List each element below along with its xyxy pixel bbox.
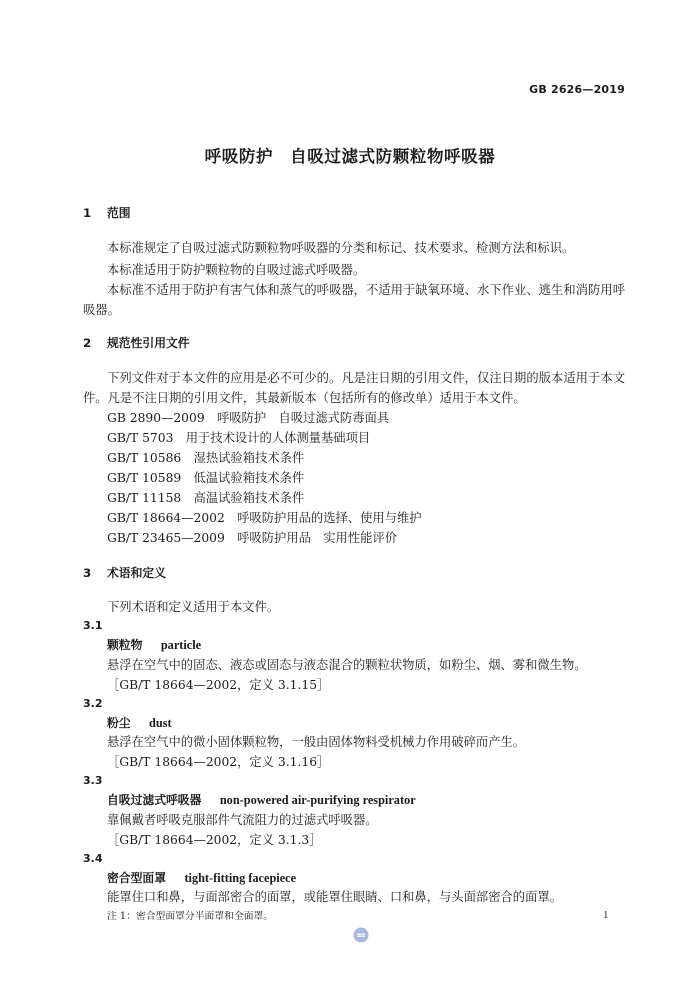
term-source: ［GB/T 18664—2002，定义 3.1.16］ — [107, 755, 330, 769]
reference-code: GB 2890—2009 — [107, 411, 205, 425]
section-2-number: 2 — [83, 336, 92, 350]
term-heading — [107, 713, 172, 733]
term-heading — [107, 790, 416, 810]
reference-code: GB/T 11158 — [107, 491, 182, 505]
term-number: 3.2 — [83, 697, 103, 710]
section-3-number: 3 — [83, 566, 92, 580]
paragraph-line: 吸器。 — [83, 303, 120, 317]
term-en: non-powered air-purifying respirator — [219, 793, 416, 807]
reference-title: 低温试验箱技术条件 — [193, 471, 305, 485]
section-3-heading: 术语和定义 — [107, 566, 166, 580]
section-1-heading: 范围 — [107, 206, 131, 220]
reference-title: 呼吸防护用品 实用性能评价 — [237, 531, 397, 545]
term-definition: 能罩住口和鼻，与面部密合的面罩，或能罩住眼睛、口和鼻，与头面部密合的面罩。 — [107, 890, 562, 904]
term-definition: 靠佩戴者呼吸克服部件气流阻力的过滤式呼吸器。 — [107, 813, 378, 827]
section-1-number: 1 — [83, 206, 92, 220]
document-title: 呼吸防护 自吸过滤式防颗粒物呼吸器 — [204, 147, 496, 166]
term-definition: 悬浮在空气中的微小固体颗粒物，一般由固体物料受机械力作用破碎而产生。 — [107, 735, 526, 749]
term-zh: 颗粒物 — [107, 638, 143, 652]
reference-item — [107, 408, 389, 428]
reference-item — [107, 468, 304, 488]
reference-title: 高温试验箱技术条件 — [193, 491, 305, 505]
reference-code: GB/T 23465—2009 — [107, 531, 225, 545]
paragraph-line: 本标准不适用于防护有害气体和蒸气的呼吸器，不适用于缺氧环境、水下作业、逃生和消防用呼 — [107, 283, 625, 297]
reference-item — [107, 428, 370, 448]
term-en: particle — [160, 638, 202, 652]
paragraph-line: 本标准适用于防护颗粒物的自吸过滤式呼吸器。 — [107, 263, 366, 277]
reference-item — [107, 488, 304, 508]
reference-title: 呼吸防护用品的选择、使用与维护 — [237, 511, 422, 525]
term-heading — [107, 868, 296, 888]
term-number: 3.3 — [83, 774, 103, 787]
section-3-intro: 下列术语和定义适用于本文件。 — [107, 600, 280, 614]
page-number: 1 — [603, 909, 609, 921]
publisher-logo-icon — [353, 927, 369, 943]
paragraph-line: 本标准规定了自吸过滤式防颗粒物呼吸器的分类和标记、技术要求、检测方法和标识。 — [107, 241, 575, 255]
reference-code: GB/T 5703 — [107, 431, 174, 445]
term-source: ［GB/T 18664—2002，定义 3.1.3］ — [107, 833, 322, 847]
reference-title: 呼吸防护 自吸过滤式防毒面具 — [216, 411, 390, 425]
paragraph-line: 件。凡是不注日期的引用文件，其最新版本（包括所有的修改单）适用于本文件。 — [83, 391, 526, 405]
reference-title: 湿热试验箱技术条件 — [193, 451, 305, 465]
section-2-heading: 规范性引用文件 — [107, 336, 190, 350]
reference-item — [107, 448, 304, 468]
paragraph-line: 下列文件对于本文件的应用是必不可少的。凡是注日期的引用文件，仅注日期的版本适用于本文 — [107, 371, 625, 385]
term-en: dust — [149, 716, 172, 730]
term-number: 3.4 — [83, 852, 103, 865]
term-zh: 粉尘 — [107, 716, 131, 730]
reference-title: 用于技术设计的人体测量基础项目 — [185, 431, 371, 445]
term-number: 3.1 — [83, 619, 103, 632]
term-source: ［GB/T 18664—2002，定义 3.1.15］ — [107, 678, 330, 692]
reference-item — [107, 528, 397, 548]
term-zh: 密合型面罩 — [107, 871, 166, 885]
standard-code: GB 2626—2019 — [529, 83, 625, 96]
term-heading — [107, 635, 201, 655]
reference-code: GB/T 10589 — [107, 471, 182, 485]
term-note: 注 1：密合型面罩分半面罩和全面罩。 — [107, 911, 274, 922]
reference-code: GB/T 18664—2002 — [107, 511, 225, 525]
term-en: tight-fitting facepiece — [184, 871, 297, 885]
term-zh: 自吸过滤式呼吸器 — [107, 793, 202, 807]
reference-code: GB/T 10586 — [107, 451, 182, 465]
reference-item — [107, 508, 422, 528]
term-definition: 悬浮在空气中的固态、液态或固态与液态混合的颗粒状物质，如粉尘、烟、雾和微生物。 — [107, 658, 587, 672]
